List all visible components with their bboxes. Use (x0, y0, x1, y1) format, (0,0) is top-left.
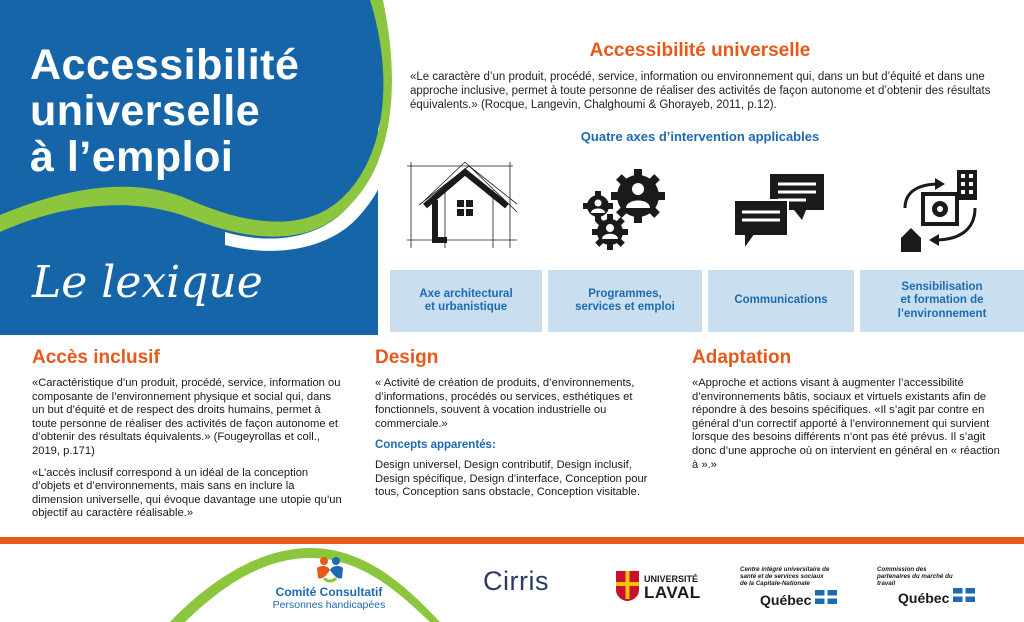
quebec-flag-icon (953, 588, 975, 602)
accessibilite-universelle-heading: Accessibilité universelle (589, 40, 811, 61)
axis-label-line: l’environnement (897, 307, 987, 320)
comite-consultatif-name: Comité Consultatif (275, 585, 383, 599)
acces-inclusif-p2: «L’accès inclusif correspond à un idéal de la conception d’objets et d’environnements, mais sans en inclure la dimension universelle, qui évoque davantage une utopie qu’un objectif au caractère réalisable.» (32, 466, 342, 520)
concepts-heading: Concepts apparentés: (375, 439, 496, 452)
axis-label-line: et formation de (900, 294, 984, 307)
accessibilite-universelle-quote: «Le caractère d’un produit, procédé, service, information ou environnement qui, dans un but d’équité et dans une approche inclusive, permet à toute personne de réaliser des activités de façon autonome et d’obtenir des résultats équivalents.» (Rocque, Langevin, Chalghoumi & Ghorayeb, 2011, p.12). (410, 71, 991, 111)
cirris-logo: Cirris (483, 566, 549, 596)
axis-label-line: Programmes, (588, 287, 662, 300)
environment-cycle-icon (895, 168, 985, 256)
design-text (375, 377, 665, 508)
title-line-2: universelle (30, 87, 261, 135)
comite-consultatif-logo-icon (314, 554, 346, 584)
speech-bubbles-icon (732, 170, 827, 254)
laval-big: LAVAL (644, 583, 701, 602)
orange-divider (0, 537, 1024, 544)
quebec-flag-icon (815, 590, 837, 604)
cpmt-text: Commission des partenaires du marché du travail (877, 566, 953, 587)
gears-people-icon (580, 168, 670, 250)
laval-shield-icon (615, 570, 640, 602)
design-p1: « Activité de création de produits, d’environnements, d’informations, procédés ou services, esthétiques et fonctionnels, souvent à vocation industrielle ou commerciale.» (375, 377, 635, 430)
ciusss-quebec-word: Québec (760, 592, 812, 608)
acces-inclusif-text (32, 377, 342, 529)
axis-communications (708, 270, 854, 332)
cpmt-quebec-word: Québec (898, 590, 950, 606)
house-blueprint-icon (405, 160, 520, 250)
adaptation-p1: «Approche et actions visant à augmenter l’accessibilité d’environnements bâtis, sociaux et virtuels existants afin de répondre à des besoins spécifiques. «Il s’agit par contre en général d’un correctif apporté à l’environnement qui survient lorsque des besoins différents n’ont pas été prévus. Il s’agit donc d’une approche où on intervient en général en « réaction à ».» (692, 377, 1000, 471)
title-line-3: à l’emploi (30, 133, 234, 181)
design-heading: Design (375, 347, 439, 368)
axis-architectural (390, 270, 542, 332)
title-line-1: Accessibilité (30, 41, 300, 89)
axes-heading: Quatre axes d’intervention applicables (580, 129, 820, 144)
axis-label-line: Communications (734, 294, 828, 307)
axis-sensibilisation (860, 270, 1024, 332)
comite-consultatif-sub: Personnes handicapées (272, 599, 386, 611)
laval-top: UNIVERSITÉ (644, 574, 699, 584)
ciusss-text: Centre intégré universitaire de santé et de services sociaux de la Capitale-Nationale (740, 566, 830, 587)
design-concepts: Design universel, Design contributif, Design inclusif, Design spécifique, Design d’interface, Conception pour tous, Conception sans obstacle, Conception visitable. (375, 458, 648, 499)
axis-programmes (548, 270, 702, 332)
main-title (30, 42, 299, 180)
axis-label-line: et urbanistique (424, 301, 508, 313)
laval-logo-text (644, 574, 701, 601)
adaptation-heading: Adaptation (692, 347, 792, 368)
axis-label-line: services et emploi (575, 301, 675, 313)
subtitle: Le lexique (32, 257, 263, 308)
axis-label-line: Axe architectural (419, 287, 513, 300)
acces-inclusif-p1: «Caractéristique d’un produit, procédé, service, information ou composante de l’environnement physique et social qui, dans un but d’équité et de respect des droits humains, permet à toute personne de réaliser des activités de façon autonome et d’obtenir des résultats équivalents.» (Fougeyrollas et coll., 2019, p.171) (32, 377, 341, 457)
acces-inclusif-heading: Accès inclusif (32, 347, 160, 368)
adaptation-text (692, 377, 1002, 480)
axis-label-line: Sensibilisation (901, 280, 983, 293)
